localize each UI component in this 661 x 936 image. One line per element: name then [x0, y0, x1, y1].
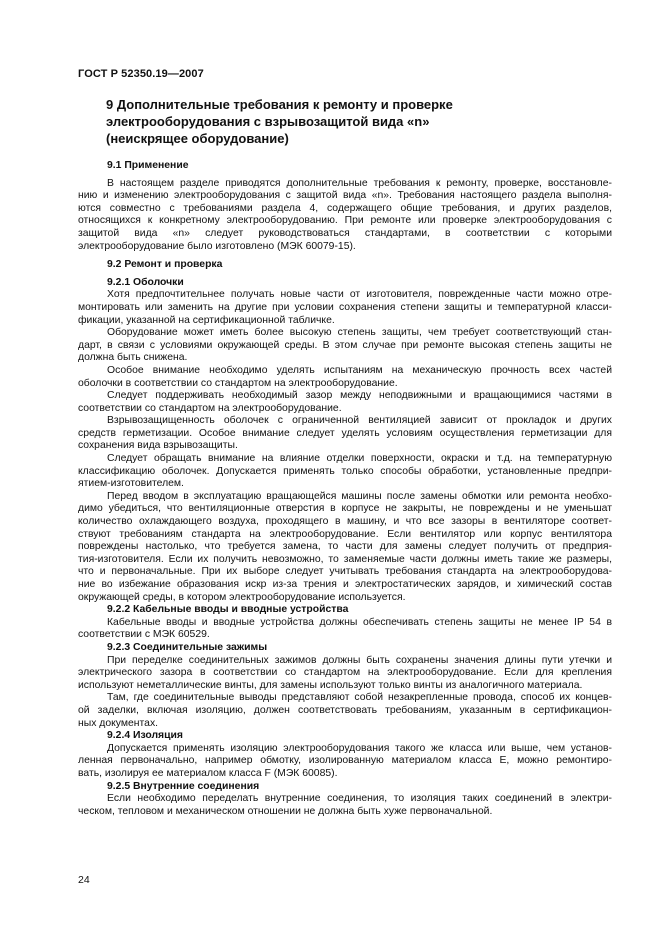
paragraph [78, 390, 612, 415]
paragraph-line: нию и изменению электрооборудования с защитой вида «n». Требования настоящего раздела выполня- [78, 190, 612, 202]
paragraph-line: Там, где соединительные выводы представляют собой незакрепленные провода, способ их концев- [107, 692, 612, 704]
paragraph-line: вать, изолируя ее материалом класса F (МЭК 60085). [78, 767, 338, 779]
paragraph-line: средств герметизации. Особое внимание следует уделять условиям осуществления герметизации для [78, 427, 612, 439]
paragraph [78, 692, 612, 730]
paragraph-line: сохранения вида взрывозащиты. [78, 440, 238, 452]
paragraph-line: соответствии со стандартом на электрооборудование. [78, 402, 342, 414]
paragraph-line: ленная первоначально, например обмотку, изолированную материалом класса Е, можно ремонтиро- [78, 755, 612, 767]
paragraph [78, 453, 612, 491]
paragraph-line: Хотя предпочтительнее получать новые части от изготовителя, поврежденные части можно отре- [107, 289, 612, 301]
paragraph-line: Следует обращать внимание на влияние отделки поверхности, окраски и т.д. на температурную [107, 453, 612, 465]
document-body [78, 154, 612, 818]
paragraph-line: Перед вводом в эксплуатацию вращающейся машины после замены обмотки или ремонта необхо- [107, 490, 612, 502]
page-number: 24 [78, 874, 90, 886]
paragraph [78, 178, 612, 254]
paragraph [78, 415, 612, 453]
paragraph-line: фикации, указанной на сертификационной табличке. [78, 314, 335, 326]
paragraph-line: электрооборудование было изготовлено (МЭК 60079-15). [78, 240, 356, 252]
clause-heading: 9.2.4 Изоляция [107, 730, 183, 742]
paragraph-line: относящихся к конкретному электрооборудованию. При ремонте или проверке электрооборудования с [78, 215, 612, 227]
paragraph-line: классификацию оболочек. Допускается применять только способы обработки, установленные предпри- [78, 465, 612, 477]
paragraph-line: защитой вида «n» следует руководствоваться стандартами, в соответствии с которыми [78, 227, 612, 239]
paragraph-line: тия-изготовителя. Если их получить невозможно, то заменяемые части должны иметь такие же размеры, [78, 553, 612, 565]
paragraph-line: ных документах. [78, 717, 159, 729]
paragraph-line: окружающей среды, в котором электрооборудование используется. [78, 591, 406, 603]
paragraph [78, 289, 612, 327]
paragraph-line: Кабельные вводы и вводные устройства должны обеспечивать степень защиты не менее IP 54 в [107, 616, 612, 628]
paragraph-line: ческом, тепловом и механическом отношении не должна быть хуже первоначальной. [78, 805, 493, 817]
section-title-line: электрооборудования с взрывозащитой вида «n» [106, 114, 430, 129]
paragraph [78, 491, 612, 604]
paragraph-line: ние во избежание образования искр из-за трения и электростатических зарядов, и химический состав [78, 579, 612, 590]
clause-heading: 9.2.5 Внутренние соединения [107, 780, 260, 792]
paragraph-line: Следует поддерживать необходимый зазор между неподвижными и вращающимися частями в [107, 390, 612, 402]
paragraph-line: монтировать или заменить на другие при условии сохранения степени защиты и температурной класси- [78, 301, 612, 313]
paragraph-line: что и первоначальные. При их выборе следует учитывать требования стандарта на электрооборудова- [78, 566, 612, 578]
paragraph-line: Если необходимо переделать внутренние соединения, то изоляция таких соединений в электри- [107, 793, 612, 805]
paragraph-line: ствуют требованиям стандарта на электрооборудование. Если вентилятор или корпус вентилятора [78, 528, 612, 540]
clause-heading: 9.2.1 Оболочки [107, 276, 184, 288]
paragraph-line: Особое внимание необходимо уделять испытаниям на механическую прочность всех частей [107, 364, 612, 376]
paragraph-line: используют неметаллические винты, для замены используют только винты из аналогичного материала. [78, 679, 583, 691]
paragraph-line: ются совместно с требованиями раздела 4, содержащего общие требования, и других разделов, [78, 202, 612, 214]
paragraph-line: соответствии с МЭК 60529. [78, 629, 210, 641]
paragraph [78, 617, 612, 642]
paragraph [78, 655, 612, 693]
paragraph-line: Оборудование может иметь более высокую степень защиты, чем требует соответствующий стан- [107, 327, 612, 339]
paragraph [78, 793, 612, 818]
paragraph-line: При переделке соединительных зажимов должны быть сохранены значения длины пути утечки и [107, 654, 612, 666]
subsection-heading: 9.2 Ремонт и проверка [107, 259, 223, 271]
clause-heading: 9.2.2 Кабельные вводы и вводные устройства [107, 604, 349, 616]
paragraph-line: количество охлаждающего воздуха, проходящего в машину, и что все зазоры в вентиляторе соответ- [78, 516, 612, 528]
paragraph-line: Допускается применять изоляцию электрооборудования такого же класса или выше, чем установ- [107, 742, 612, 754]
paragraph [78, 365, 612, 390]
paragraph [78, 327, 612, 365]
paragraph-line: должна быть снижена. [78, 352, 188, 364]
paragraph-line: ой заделки, включая изоляцию, должен соответствовать требованиям, указанным в сертификацион- [78, 704, 612, 716]
paragraph [78, 743, 612, 781]
paragraph-line: Взрывозащищенность оболочек с ограниченной вентиляцией зависит от прокладок и других [107, 415, 612, 427]
paragraph-line: повреждены настолько, что требуется замена, то части для замены следует получить от предприя- [78, 541, 612, 553]
paragraph-line: дарт, в связи с условиями окружающей среды. В этом случае при ремонте высокая степень защиты не [78, 339, 612, 351]
paragraph-line: электрического зазора в соответствии со стандартом на электрооборудование. Если для крепления [78, 667, 612, 679]
paragraph-line: В настоящем разделе приводятся дополнительные требования к ремонту, проверке, восстановле- [107, 177, 612, 189]
paragraph-line: оболочки в соответствии со стандартом на электрооборудование. [78, 377, 398, 389]
clause-heading: 9.2.3 Соединительные зажимы [107, 641, 268, 653]
section-title [106, 96, 576, 147]
paragraph-line: ятием-изготовителем. [78, 478, 184, 490]
paragraph-line: димо убедиться, что вентиляционные отверстия в корпусе не закрыты, не повреждены и не уменьшат [78, 503, 612, 515]
subsection-heading: 9.1 Применение [107, 160, 189, 171]
document-id-header: ГОСТ Р 52350.19—2007 [78, 68, 204, 80]
section-title-line: 9 Дополнительные требования к ремонту и проверке [106, 97, 453, 112]
section-title-line: (неискрящее оборудование) [106, 131, 289, 146]
